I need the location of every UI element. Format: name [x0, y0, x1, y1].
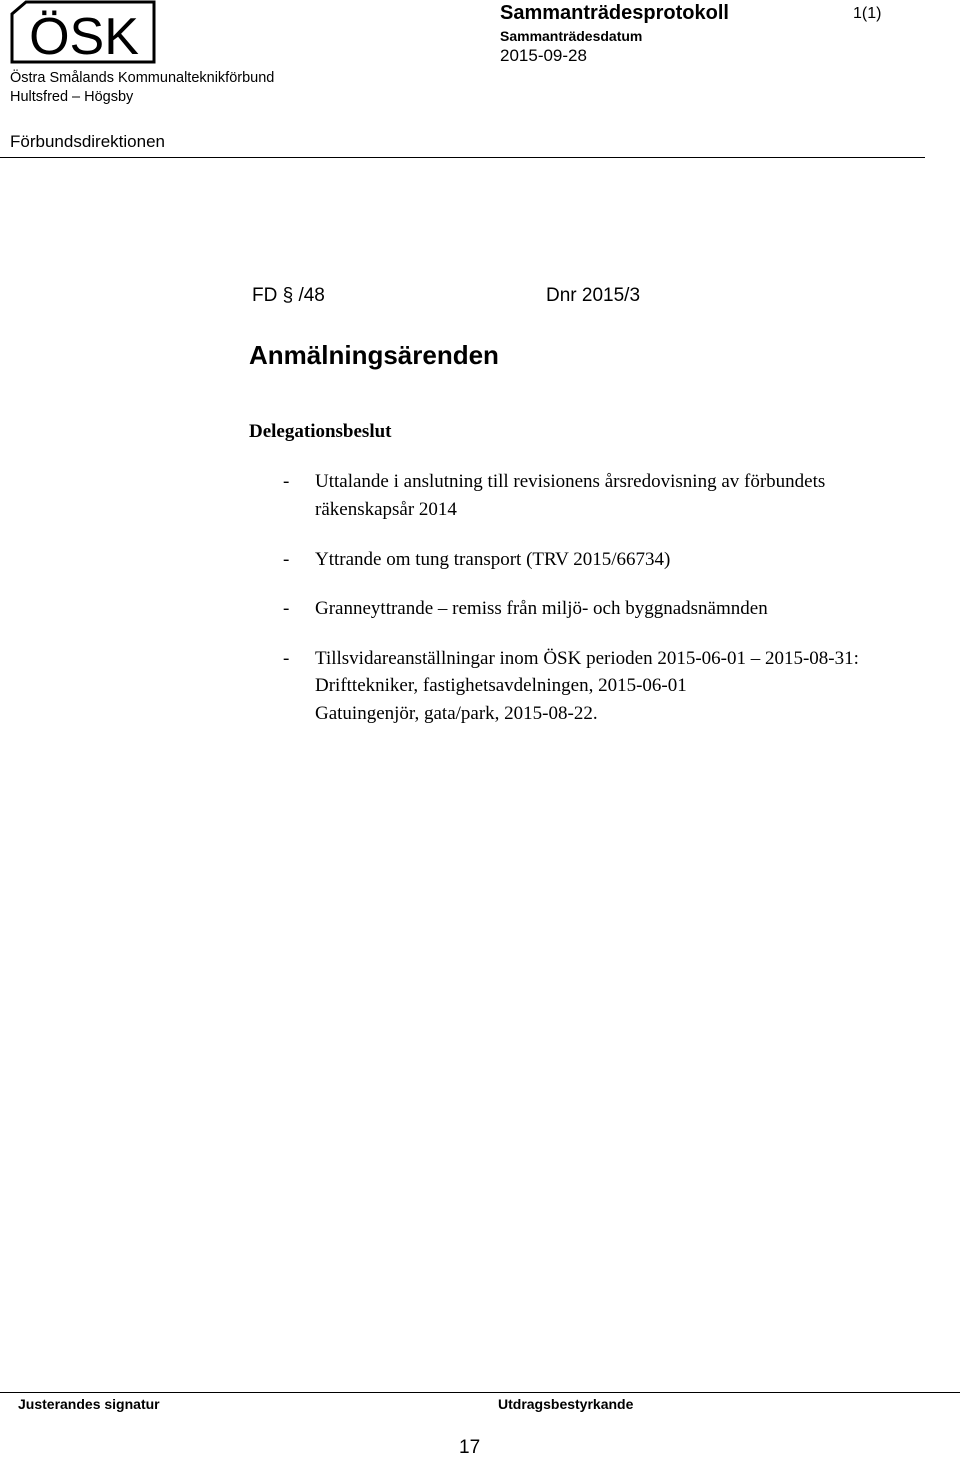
list-item-dash: -	[283, 598, 290, 619]
list-item-line: Uttalande i anslutning till revisionens årsredovisning av förbundets	[315, 471, 826, 492]
footer-divider	[0, 1392, 960, 1393]
list-item-line: Drifttekniker, fastighetsavdelningen, 2015-06-01	[315, 675, 687, 696]
list-item-line: Gatuingenjör, gata/park, 2015-08-22.	[315, 703, 598, 724]
meeting-date-label: Sammanträdesdatum	[500, 28, 643, 44]
list-item-dash: -	[283, 648, 290, 669]
list-item-line: räkenskapsår 2014	[315, 499, 457, 520]
page-number: 17	[459, 1437, 481, 1458]
department-name: Förbundsdirektionen	[10, 132, 165, 151]
extract-verification-label: Utdragsbestyrkande	[498, 1396, 634, 1412]
signature-label: Justerandes signatur	[18, 1396, 160, 1412]
paragraph-reference: FD § /48	[252, 285, 325, 306]
osk-logo	[10, 0, 156, 64]
list-item-line: Granneyttrande – remiss från miljö- och byggnadsnämnden	[315, 598, 768, 619]
organization-municipalities: Hultsfred – Högsby	[10, 89, 134, 105]
document-title: Sammanträdesprotokoll	[500, 2, 729, 24]
logo-text: ÖSK	[29, 8, 139, 64]
section-heading: Delegationsbeslut	[249, 421, 392, 442]
list-item-dash: -	[283, 549, 290, 570]
meeting-date-value: 2015-09-28	[500, 46, 587, 65]
header-divider	[0, 157, 925, 158]
organization-name: Östra Smålands Kommunalteknikförbund	[10, 70, 275, 86]
page-count: 1(1)	[853, 5, 882, 22]
diary-number: Dnr 2015/3	[546, 285, 641, 306]
list-item-dash: -	[283, 471, 290, 492]
list-item-line: Tillsvidareanställningar inom ÖSK perioden 2015-06-01 – 2015-08-31:	[315, 648, 859, 669]
subject-heading: Anmälningsärenden	[249, 340, 499, 370]
list-item-line: Yttrande om tung transport (TRV 2015/66734)	[315, 549, 671, 570]
